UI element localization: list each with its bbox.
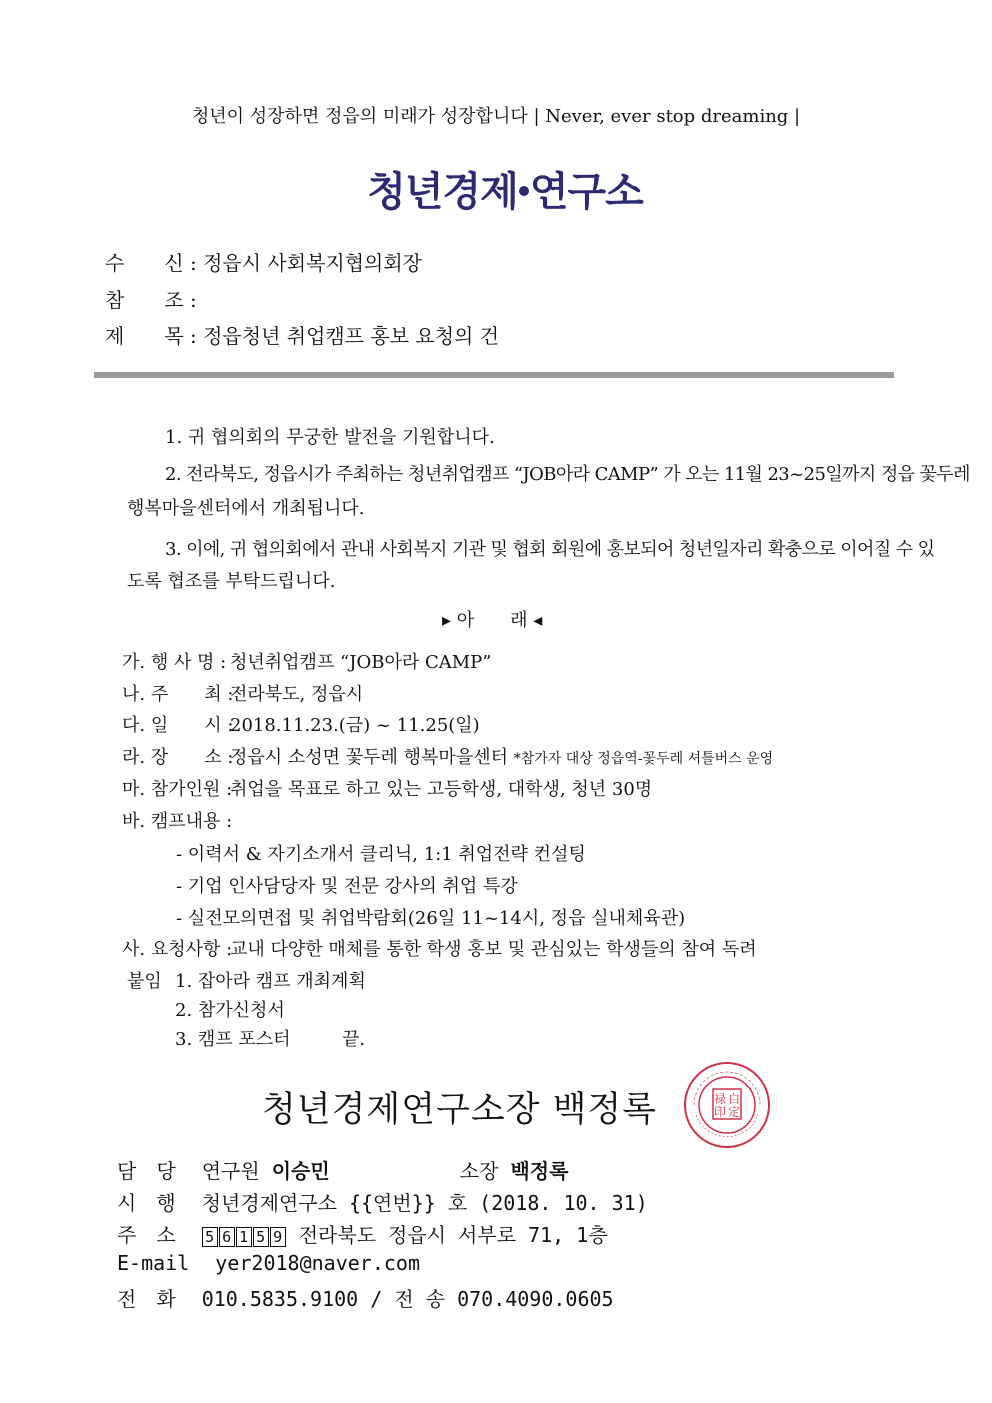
item-request: [122, 935, 757, 961]
camp-content-3: - 실전모의면접 및 취업박람회(26일 11~14시, 정읍 실내체육관): [176, 908, 686, 929]
manager-role: 연구원: [201, 1159, 260, 1183]
manager-label: 담 당: [117, 1159, 176, 1183]
logo: [0, 160, 992, 217]
item-value: 정읍시 소성면 꽃두레 행복마을센터: [230, 747, 508, 768]
logo-text-1: 청년경제: [367, 169, 518, 215]
reference-row: [105, 284, 197, 313]
item-label: 다. 일 시 :: [122, 715, 234, 736]
paragraph-2-line-1: 2. 전라북도, 정읍시가 주최하는 청년취업캠프 “JOB아라 CAMP” 가 오는 11월 23~25일까지 정읍 꽃두레: [165, 464, 970, 485]
recipient-value: 정읍시 사회복지협의회장: [203, 251, 422, 275]
item-value: 청년취업캠프 “JOB아라 CAMP”: [230, 652, 492, 673]
logo-dot-icon: [519, 186, 529, 196]
notice-heading: ▸ 아 래 ◂: [442, 610, 543, 631]
camp-content-2: - 기업 인사담당자 및 전문 강사의 취업 특강: [176, 876, 518, 897]
email-label: E-mail: [117, 1251, 190, 1275]
footer-address-row: [117, 1219, 608, 1248]
zip-digit: 5: [202, 1227, 218, 1247]
item-label: 바. 캠프내용 :: [122, 811, 233, 832]
reference-label: 참 조 :: [105, 288, 197, 312]
zip-code: [202, 1223, 287, 1247]
subject-value: 정읍청년 취업캠프 홍보 요청의 건: [203, 324, 500, 348]
svg-text:白: 白: [727, 1092, 741, 1106]
director-role: 소장: [459, 1159, 499, 1183]
attachment-3: 3. 캠프 포스터: [175, 1029, 291, 1050]
phone-label: 전 화: [117, 1287, 176, 1311]
item-event-name: [122, 648, 491, 674]
svg-text:禄: 禄: [713, 1092, 727, 1106]
item-label: 나. 주 최 :: [122, 684, 234, 705]
header-divider: [94, 372, 894, 378]
director-name: 백정록: [510, 1159, 569, 1183]
manager-name: 이승민: [271, 1159, 330, 1183]
attachment-1: 1. 잡아라 캠프 개최계획: [175, 971, 366, 992]
item-value: 2018.11.23.(금) ~ 11.25(일): [230, 715, 480, 736]
logo-text-2: 연구소: [529, 169, 643, 215]
slogan: 청년이 성장하면 정읍의 미래가 성장합니다 | Never, ever stop dreaming |: [191, 106, 801, 127]
subject-row: [105, 320, 499, 349]
item-label: 사. 요청사항 :: [122, 939, 233, 960]
item-value: 전라북도, 정읍시: [230, 684, 364, 705]
paragraph-3-line-2: 도록 협조를 부탁드립니다.: [127, 571, 336, 592]
address-value: 전라북도 정읍시 서부로 71, 1층: [298, 1223, 608, 1247]
email-value: yer2018@naver.com: [215, 1251, 420, 1275]
footer-email-row: [117, 1251, 420, 1275]
camp-content-1: - 이력서 & 자기소개서 클리닉, 1:1 취업전략 컨설팅: [176, 844, 586, 865]
attachment-2: 2. 참가신청서: [175, 1000, 285, 1021]
attachments-label: 붙임: [127, 971, 162, 992]
item-venue: [122, 743, 773, 769]
footer-manager-row: [117, 1155, 568, 1184]
zip-digit: 5: [253, 1227, 269, 1247]
paragraph-3-line-1: 3. 이에, 귀 협의회에서 관내 사회복지 기관 및 협회 회원에 홍보되어 청년일자리 확충으로 이어질 수 있: [165, 539, 935, 560]
paragraph-1: 1. 귀 협의회의 무궁한 발전을 기원합니다.: [165, 427, 495, 448]
phone-value: 010.5835.9100 / 전 송 070.4090.0605: [201, 1287, 614, 1311]
svg-text:定: 定: [727, 1105, 741, 1119]
zip-digit: 1: [236, 1227, 252, 1247]
item-note: *참가자 대상 정읍역-꽃두레 셔틀버스 운영: [513, 751, 774, 767]
paragraph-2-line-2: 행복마을센터에서 개최됩니다.: [127, 498, 365, 519]
item-value: 취업을 목표로 하고 있는 고등학생, 대학생, 청년 30명: [230, 779, 653, 800]
item-participants: [122, 775, 652, 801]
zip-digit: 6: [219, 1227, 235, 1247]
item-label: 마. 참가인원 :: [122, 779, 233, 800]
subject-label: 제 목 :: [105, 324, 197, 348]
item-date: [122, 711, 480, 737]
official-seal-icon: [682, 1060, 772, 1150]
end-mark: 끝.: [342, 1029, 366, 1050]
item-host: [122, 680, 363, 706]
exec-value: 청년경제연구소 {{연번}} 호 (2018. 10. 31): [201, 1191, 648, 1215]
item-camp-contents: [122, 807, 233, 833]
zip-digit: 9: [270, 1227, 286, 1247]
signer-name: 청년경제연구소장 백정록: [262, 1090, 658, 1130]
recipient-row: [105, 247, 422, 276]
exec-label: 시 행: [117, 1191, 176, 1215]
footer-exec-row: [117, 1187, 648, 1216]
recipient-label: 수 신 :: [105, 251, 197, 275]
item-label: 라. 장 소 :: [122, 747, 234, 768]
item-label: 가. 행 사 명 :: [122, 652, 227, 673]
item-value: 교내 다양한 매체를 통한 학생 홍보 및 관심있는 학생들의 참여 독려: [230, 939, 757, 960]
footer-phone-row: [117, 1283, 614, 1312]
svg-text:印: 印: [713, 1105, 727, 1119]
address-label: 주 소: [117, 1223, 176, 1247]
